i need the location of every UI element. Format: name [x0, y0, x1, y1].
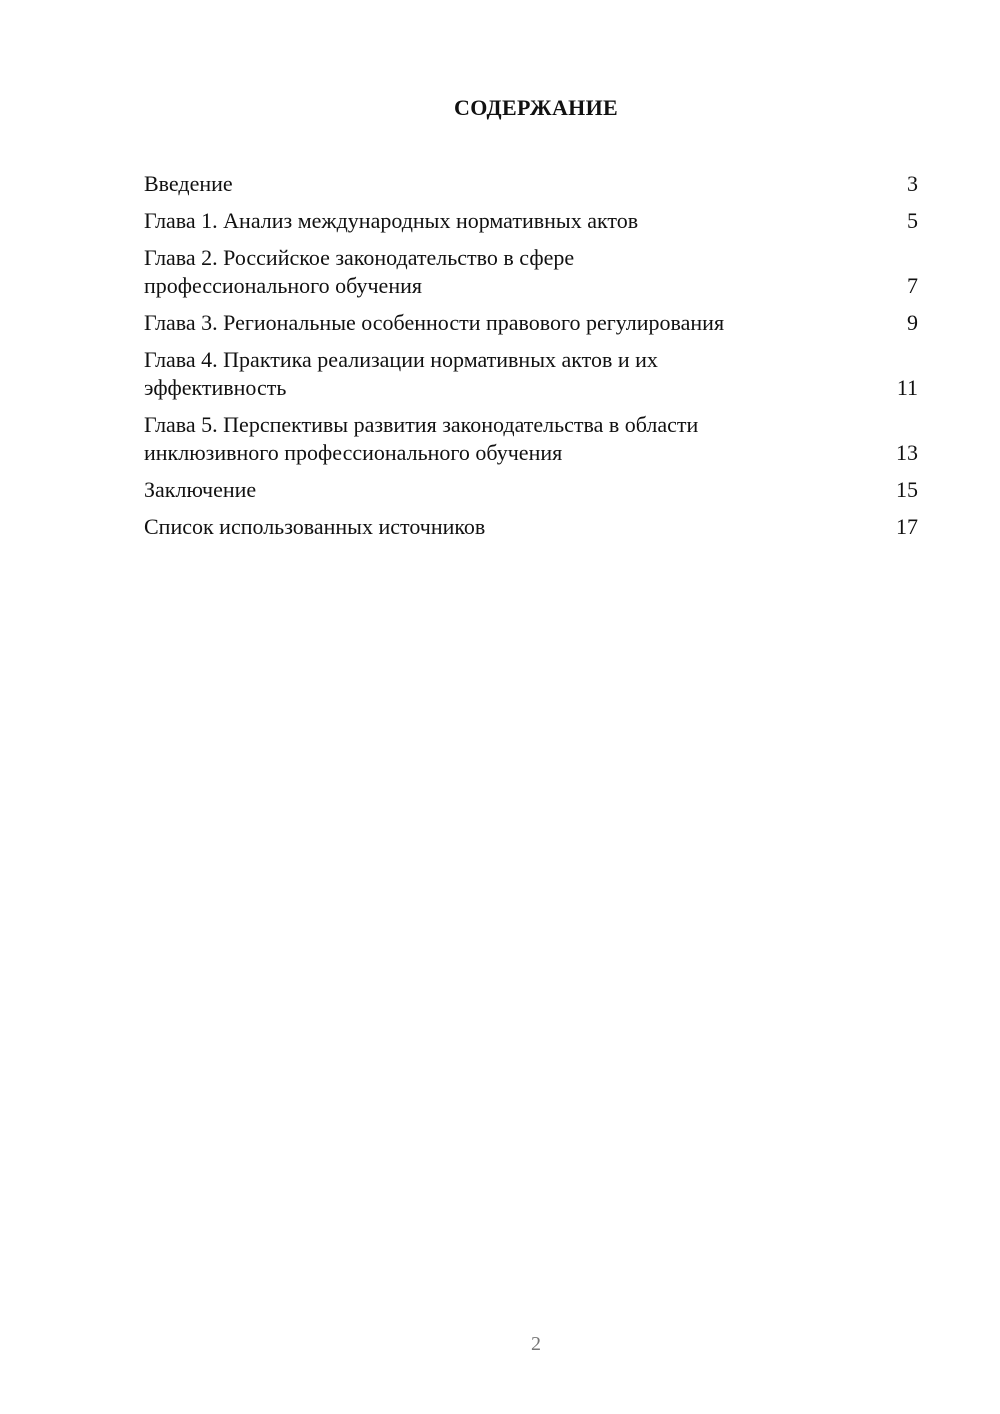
- page-number: 2: [531, 1333, 541, 1355]
- toc-entry-title: [144, 513, 896, 541]
- toc-entry-chapter-5[interactable]: [144, 411, 918, 467]
- toc-entry-title-line: Заключение: [144, 477, 257, 502]
- toc-page-number: 9: [907, 310, 918, 335]
- toc-entry-title-line: профессионального обучения: [144, 273, 422, 298]
- toc-page-number: 7: [907, 273, 918, 298]
- toc-entry-title-line: Глава 2. Российское законодательство в сфере: [144, 245, 575, 270]
- toc-entry-title-line: Список использованных источников: [144, 514, 486, 539]
- toc-entry-title: [144, 411, 896, 467]
- toc-entry-references[interactable]: [144, 513, 918, 541]
- toc-entry-title-line: Глава 3. Региональные особенности правового регулирования: [144, 310, 725, 335]
- table-of-contents: [144, 170, 918, 550]
- toc-entry-title-line: Глава 4. Практика реализации нормативных актов и их: [144, 347, 658, 372]
- toc-page-number: 17: [896, 514, 918, 539]
- toc-page-number: 3: [907, 171, 918, 196]
- toc-entry-conclusion[interactable]: [144, 476, 918, 504]
- toc-entry-title-line: Введение: [144, 171, 233, 196]
- toc-page-number: 13: [896, 440, 918, 465]
- toc-page-number: 11: [896, 375, 918, 400]
- toc-page-number: 5: [907, 208, 918, 233]
- toc-entry-chapter-4[interactable]: [144, 346, 918, 402]
- page-title: СОДЕРЖАНИЕ: [454, 95, 618, 120]
- toc-page-number: 15: [896, 477, 918, 502]
- toc-entry-title: [144, 244, 907, 300]
- toc-entry-introduction[interactable]: [144, 170, 918, 198]
- toc-entry-chapter-3[interactable]: [144, 309, 918, 337]
- toc-entry-title-line: эффективность: [144, 375, 287, 400]
- toc-entry-chapter-2[interactable]: [144, 244, 918, 300]
- toc-entry-title-line: инклюзивного профессионального обучения: [144, 440, 563, 465]
- toc-entry-title: [144, 170, 907, 198]
- toc-entry-title: [144, 207, 907, 235]
- toc-entry-title: [144, 309, 907, 337]
- toc-entry-chapter-1[interactable]: [144, 207, 918, 235]
- toc-entry-title: [144, 346, 897, 402]
- toc-entry-title: [144, 476, 896, 504]
- toc-entry-title-line: Глава 1. Анализ международных нормативных актов: [144, 208, 639, 233]
- toc-entry-title-line: Глава 5. Перспективы развития законодательства в области: [144, 412, 699, 437]
